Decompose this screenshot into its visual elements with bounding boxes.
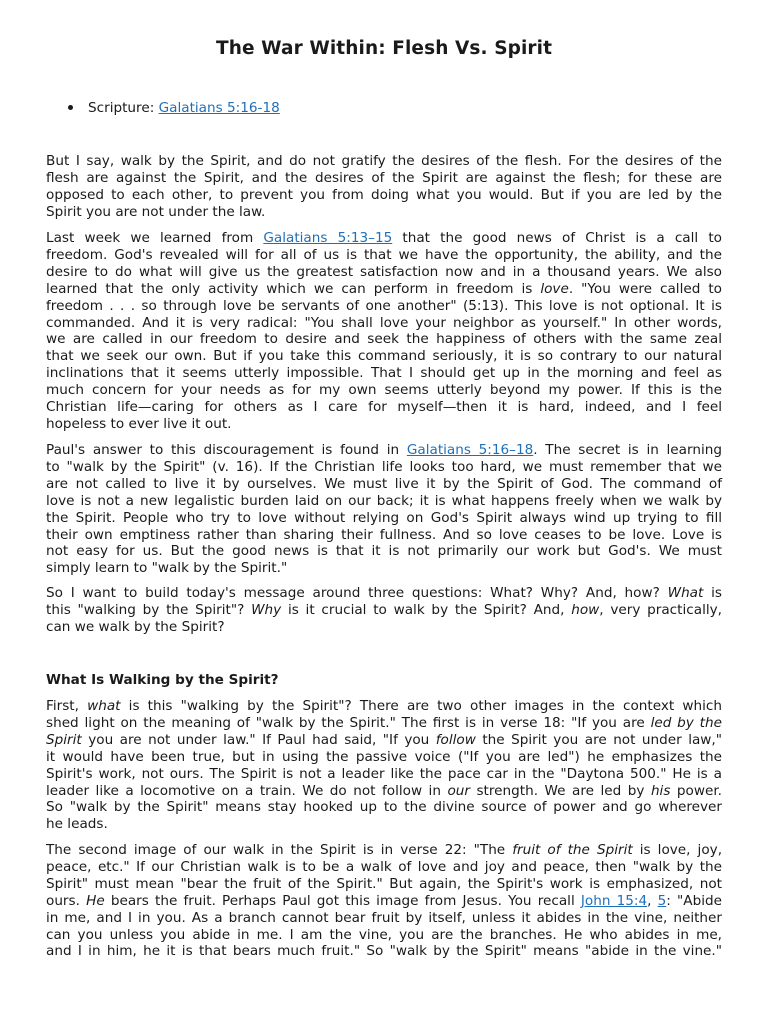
paragraph-line bbox=[46, 585, 722, 602]
text: First, bbox=[46, 698, 88, 714]
text: The second image of our walk in the Spirit is in verse 22: "The bbox=[46, 842, 513, 858]
section-heading: What Is Walking by the Spirit? bbox=[46, 672, 279, 688]
emphasis: our bbox=[447, 782, 470, 799]
paragraph-line: it would have been true, but in using the passive voice ("If you are led") he emphasizes the bbox=[46, 748, 722, 765]
paragraph-6 bbox=[46, 842, 722, 960]
paragraph-5 bbox=[46, 698, 722, 833]
paragraph-line bbox=[46, 442, 722, 459]
paragraph-line: simply learn to "walk by the Spirit." bbox=[46, 560, 288, 577]
paragraph-line: Spirit's work, not ours. The Spirit is not a leader like the pace car in the "Daytona 500." He is a bbox=[46, 765, 722, 782]
page-title: The War Within: Flesh Vs. Spirit bbox=[215, 38, 553, 59]
text: . "You were called to bbox=[568, 280, 722, 297]
galatians-5-16-link[interactable]: Galatians 5:16–18 bbox=[406, 442, 534, 458]
text: shed light on the meaning of "walk by the Spirit." The first is in verse 18: "If you are bbox=[46, 714, 651, 731]
paragraph-line: the Spirit. People who try to love without relying on God's Spirit always wind up trying to fill bbox=[46, 509, 722, 526]
text: bears the fruit. Perhaps Paul got this image from Jesus. You recall bbox=[104, 892, 581, 909]
paragraph-line: freedom. God's revealed will for all of us is that we have the opportunity, the ability, and the bbox=[46, 246, 722, 263]
paragraph-line bbox=[46, 698, 722, 715]
paragraph-line: But I say, walk by the Spirit, and do not gratify the desires of the flesh. For the desires of the bbox=[46, 153, 722, 169]
text: Last week we learned from bbox=[46, 230, 264, 246]
paragraph-line bbox=[46, 715, 722, 732]
paragraph-3 bbox=[46, 442, 722, 577]
paragraph-line: are not called to live it by ourselves. We must live it by the Spirit of God. The command of bbox=[46, 475, 722, 492]
paragraph-line: in me, and I in you. As a branch cannot bear fruit by itself, unless it abides in the vine, neither bbox=[46, 909, 722, 926]
emphasis: What bbox=[667, 585, 704, 601]
paragraph-line: and I in him, he it is that bears much fruit." So "walk by the Spirit" means "abide in the vine." bbox=[46, 943, 722, 960]
paragraph-line: that we seek our own. But if you take this command seriously, it is so contrary to our natural bbox=[46, 348, 722, 365]
paragraph-line bbox=[46, 732, 722, 749]
text: the Spirit you are not under law," bbox=[475, 731, 722, 748]
paragraph-line bbox=[46, 893, 722, 910]
paragraph-line: can we walk by the Spirit? bbox=[46, 618, 225, 635]
scripture-label: Scripture: bbox=[88, 100, 159, 116]
emphasis: led by the bbox=[650, 714, 722, 731]
text: is this "walking by the Spirit"? There are two other images in the context which bbox=[120, 698, 723, 714]
emphasis: follow bbox=[435, 731, 476, 748]
paragraph-line: Spirit you are not under the law. bbox=[46, 203, 266, 220]
text: is bbox=[703, 585, 722, 601]
galatians-5-13-link[interactable]: Galatians 5:13–15 bbox=[263, 230, 393, 246]
text: leader like a locomotive on a train. We do not follow in bbox=[46, 782, 448, 799]
paragraph-line bbox=[46, 842, 722, 859]
emphasis: He bbox=[86, 892, 105, 909]
john-15-4-link[interactable]: John 15:4 bbox=[580, 892, 648, 909]
text: this "walking by the Spirit"? bbox=[46, 601, 252, 618]
paragraph-line: Christian life—caring for others as I care for myself—then it is hard, indeed, and I feel bbox=[46, 399, 722, 416]
paragraph-1 bbox=[46, 153, 722, 221]
paragraph-line: flesh are against the Spirit, and the desires of the Spirit are against the flesh; for these are bbox=[46, 169, 722, 186]
text: is it crucial to walk by the Spirit? And, bbox=[281, 601, 572, 618]
paragraph-line bbox=[46, 230, 722, 247]
paragraph-line: hopeless to ever live it out. bbox=[46, 415, 232, 432]
emphasis: Spirit bbox=[46, 731, 82, 748]
emphasis: how bbox=[571, 601, 600, 618]
text: is love, joy, bbox=[632, 842, 723, 858]
paragraph-line: So "walk by the Spirit" means stay hooked up to the divine source of power and go wherever bbox=[46, 799, 722, 816]
paragraph-line bbox=[46, 281, 722, 298]
paragraph-line: opposed to each other, to prevent you from doing what you would. But if you are led by the bbox=[46, 186, 722, 203]
text: , bbox=[647, 892, 658, 909]
paragraph-line: he leads. bbox=[46, 816, 108, 833]
text: , very practically, bbox=[599, 601, 722, 618]
text: . The secret is in learning bbox=[533, 442, 722, 458]
emphasis: fruit of the Spirit bbox=[512, 842, 633, 858]
text: : "Abide bbox=[666, 892, 722, 909]
paragraph-line bbox=[46, 602, 722, 619]
paragraph-line: much concern for your needs as for my own seems utterly beyond my power. If this is the bbox=[46, 382, 722, 399]
scripture-bullet bbox=[68, 100, 280, 117]
scripture-link[interactable]: Galatians 5:16-18 bbox=[158, 100, 280, 116]
text: Paul's answer to this discouragement is found in bbox=[46, 442, 407, 458]
paragraph-line: Spirit" must mean "bear the fruit of the Spirit." But again, the Spirit's work is emphasized, not bbox=[46, 875, 722, 892]
text: that the good news of Christ is a call to bbox=[392, 230, 722, 246]
emphasis: his bbox=[650, 782, 671, 799]
text: learned that the only activity which we can perform in freedom is bbox=[46, 280, 541, 297]
paragraph-2 bbox=[46, 230, 722, 433]
emphasis: Why bbox=[251, 601, 282, 618]
text: ours. bbox=[46, 892, 87, 909]
paragraph-line: to "walk by the Spirit" (v. 16). If the Christian life looks too hard, we must remember that we bbox=[46, 458, 722, 475]
bullet-dot bbox=[68, 105, 73, 110]
text: power. bbox=[670, 782, 723, 799]
emphasis: love bbox=[540, 280, 569, 297]
paragraph-line: commanded. And it is very radical: "You shall love your neighbor as yourself." In other words, bbox=[46, 314, 722, 331]
john-15-5-link[interactable]: 5 bbox=[657, 892, 667, 909]
paragraph-line: we are called in our freedom to desire and seek the happiness of others with the same zeal bbox=[46, 331, 722, 348]
text: So I want to build today's message around three questions: What? Why? And, how? bbox=[46, 585, 668, 601]
paragraph-line: their own emptiness rather than sharing their fullness. And so love ceases to be love. Love is bbox=[46, 526, 722, 543]
paragraph-line: love is not a new legalistic burden laid on our back; it is what happens freely when we walk by bbox=[46, 492, 722, 509]
paragraph-line: can you unless you abide in me. I am the vine, you are the branches. He who abides in me, bbox=[46, 926, 722, 943]
paragraph-4 bbox=[46, 585, 722, 636]
paragraph-line bbox=[46, 783, 722, 800]
paragraph-line: inclinations that it seems utterly impossible. That I should get up in the morning and feel as bbox=[46, 365, 722, 382]
emphasis: what bbox=[87, 698, 121, 714]
paragraph-line: freedom . . . so through love be servants of one another" (5:13). This love is not optional. It is bbox=[46, 297, 722, 314]
paragraph-line: desire to do what will give us the greatest satisfaction now and in a thousand years. We also bbox=[46, 263, 722, 280]
paragraph-line: not easy for us. But the good news is that it is not primarily our work but God's. We must bbox=[46, 543, 722, 560]
text: you are not under law." If Paul had said, "If you bbox=[81, 731, 436, 748]
paragraph-line: peace, etc." If our Christian walk is to be a walk of love and joy and peace, then "walk by the bbox=[46, 858, 722, 875]
text: strength. We are led by bbox=[469, 782, 651, 799]
